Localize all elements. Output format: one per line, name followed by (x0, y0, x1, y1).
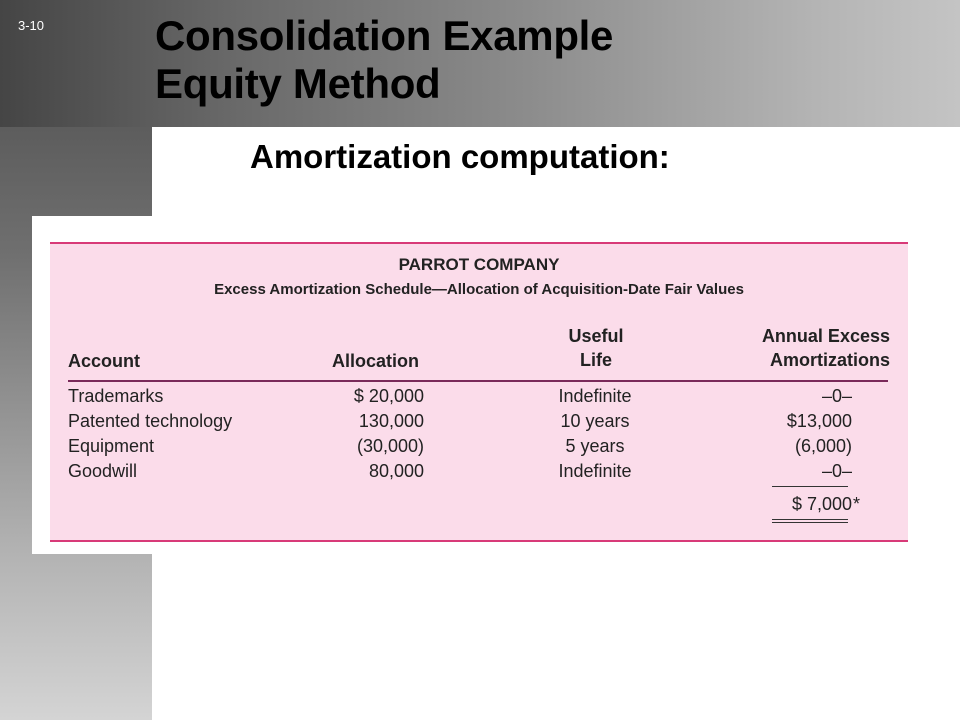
row-account: Goodwill (68, 461, 138, 481)
row-amortization: (6,000) (794, 436, 852, 456)
header-annual-amortization (740, 324, 890, 372)
header-useful-life-line-2: Life (579, 350, 612, 370)
row-allocation: 80,000 (368, 461, 424, 481)
schedule-caption: Excess Amortization Schedule—Allocation of Acquisition-Date Fair Values (214, 281, 744, 298)
row-allocation: $ 20,000 (353, 386, 424, 406)
slide-title-line-1: Consolidation Example (155, 12, 614, 59)
header-rule (68, 380, 888, 382)
header-account: Account (68, 351, 140, 371)
slide-subtitle: Amortization computation: (250, 138, 670, 175)
row-amortization: –0– (821, 386, 852, 406)
total-rule-single (772, 486, 848, 487)
row-life: 5 years (565, 436, 625, 456)
slide-title-line-2: Equity Method (155, 60, 441, 107)
header-amortization-line-2: Amortizations (769, 350, 890, 370)
total-amortization: $ 7,000 (791, 494, 852, 514)
header-amortization-line-1: Annual Excess (761, 326, 890, 346)
amortization-schedule (50, 242, 908, 542)
row-life: Indefinite (558, 461, 632, 481)
total-rule-double (772, 519, 848, 523)
row-allocation: 130,000 (358, 411, 424, 431)
header-useful-life (546, 324, 646, 372)
row-life: 10 years (560, 411, 630, 431)
row-life: Indefinite (558, 386, 632, 406)
row-account: Trademarks (68, 386, 164, 406)
header-allocation: Allocation (332, 351, 420, 371)
slide-number: 3-10 (18, 18, 45, 33)
header-useful-life-line-1: Useful (568, 326, 624, 346)
company-name: PARROT COMPANY (398, 255, 560, 274)
total-footnote-mark: * (853, 494, 861, 514)
row-account: Patented technology (68, 411, 233, 431)
row-amortization: –0– (821, 461, 852, 481)
row-amortization: $13,000 (786, 411, 852, 431)
row-account: Equipment (68, 436, 155, 456)
row-allocation: (30,000) (356, 436, 424, 456)
